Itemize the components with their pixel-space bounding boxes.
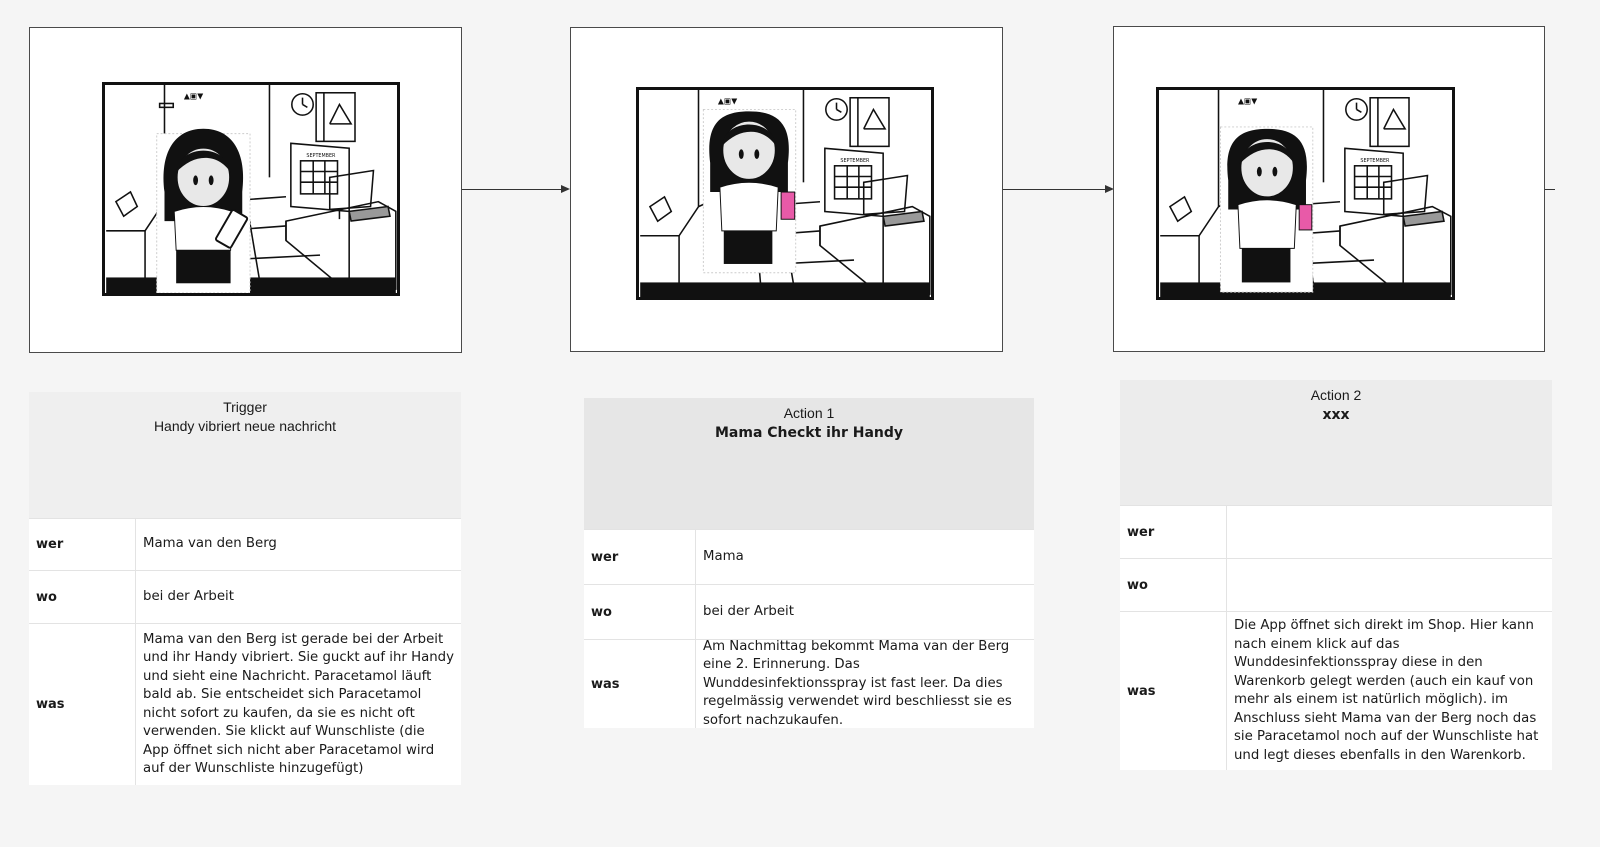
storyboard-frame-2[interactable] [570,27,1003,352]
scene-calendar-text: SEPTEMBER [306,152,336,159]
scene-sign-text: ▲▣▼ [183,91,204,101]
scenario-card-trigger [29,392,461,785]
row-was [1120,611,1552,770]
row-wer [1120,505,1552,558]
flow-arrow-1[interactable] [462,189,568,190]
card-title: Action 2 [1310,387,1362,403]
row-was [29,623,461,785]
value-wo[interactable]: bei der Arbeit [703,603,794,619]
label-wer: wer [1120,506,1227,558]
value-wer[interactable]: Mama van den Berg [143,536,277,552]
mama-character [157,129,250,293]
label-wer: wer [29,519,136,570]
card-subtitle: xxx [1322,407,1350,423]
label-wo: wo [29,571,136,623]
label-was: was [29,624,136,785]
row-wo [29,570,461,623]
scene-sign-text: ▲▣▼ [717,96,738,106]
label-wo: wo [584,585,696,639]
value-wer[interactable] [1227,506,1241,558]
scene-sign-text: ▲▣▼ [1237,96,1258,106]
storyboard-image-3 [1156,87,1455,300]
row-wer [584,529,1034,584]
row-was [584,639,1034,728]
scenario-card-action-1 [584,398,1034,728]
label-was: was [584,640,696,728]
office-scene-illustration [639,90,931,297]
scene-calendar-text: SEPTEMBER [1360,157,1390,164]
label-was: was [1120,612,1227,770]
product-icon [781,192,795,219]
card-title: Action 1 [783,405,835,421]
scenario-card-action-2 [1120,380,1552,770]
mama-character [703,109,795,272]
value-wo[interactable] [1227,559,1241,611]
scene-calendar-text: SEPTEMBER [840,157,870,164]
mama-character [1220,127,1312,292]
card-header [29,392,461,518]
card-title: Trigger [223,399,267,415]
card-header [1120,380,1552,505]
flow-arrow-2[interactable] [1003,189,1112,190]
value-wer[interactable]: Mama [703,548,744,564]
arrowhead-icon [561,185,570,193]
card-subtitle: Mama Checkt ihr Handy [714,425,904,441]
card-header [584,398,1034,529]
row-wo [584,584,1034,639]
product-icon [1299,205,1312,230]
row-wo [1120,558,1552,611]
value-was[interactable]: Am Nachmittag bekommt Mama van der Berg eine 2. Erinnerung. Das Wunddesinfektionsspray ist fast leer. Da dies regelmässig verwendet wird beschliesst sie es sofort nachzukaufen. [703,638,1012,728]
value-was[interactable]: Die App öffnet sich direkt im Shop. Hier kann nach einem klick auf das Wunddesinfektionsspray diese in den Warenkorb gelegt werden (auch ein kauf von mehr als einem ist natürlich möglich). im Anschluss sieht Mama van der Berg noch das sie Paracetamol noch auf der Wunschliste hat und legt dieses ebenfalls in den Warenkorb. [1234,618,1539,763]
label-wer: wer [584,530,696,584]
storyboard-image-2 [636,87,934,300]
storyboard-image-1 [102,82,400,296]
value-wo[interactable]: bei der Arbeit [143,588,234,604]
storyboard-frame-1[interactable] [29,27,462,353]
label-wo: wo [1120,559,1227,611]
value-was[interactable]: Mama van den Berg ist gerade bei der Arbeit und ihr Handy vibriert. Sie guckt auf ihr Handy und sieht eine Nachricht. Paracetamol läuft bald ab. Sie entscheidet sich Paracetamol nicht sofort zu kaufen, da sie es nicht oft verwenden. Sie klickt auf Wunschliste (die App öffnet sich nicht aber Paracetamol wird auf der Wunschliste hinzugefügt) [143,631,454,776]
row-wer [29,518,461,570]
storyboard-frame-3[interactable] [1113,26,1545,352]
office-scene-illustration [1159,90,1452,297]
card-subtitle: Handy vibriert neue nachricht [153,418,337,434]
flow-arrow-3[interactable] [1545,189,1555,190]
office-scene-illustration [105,85,397,293]
